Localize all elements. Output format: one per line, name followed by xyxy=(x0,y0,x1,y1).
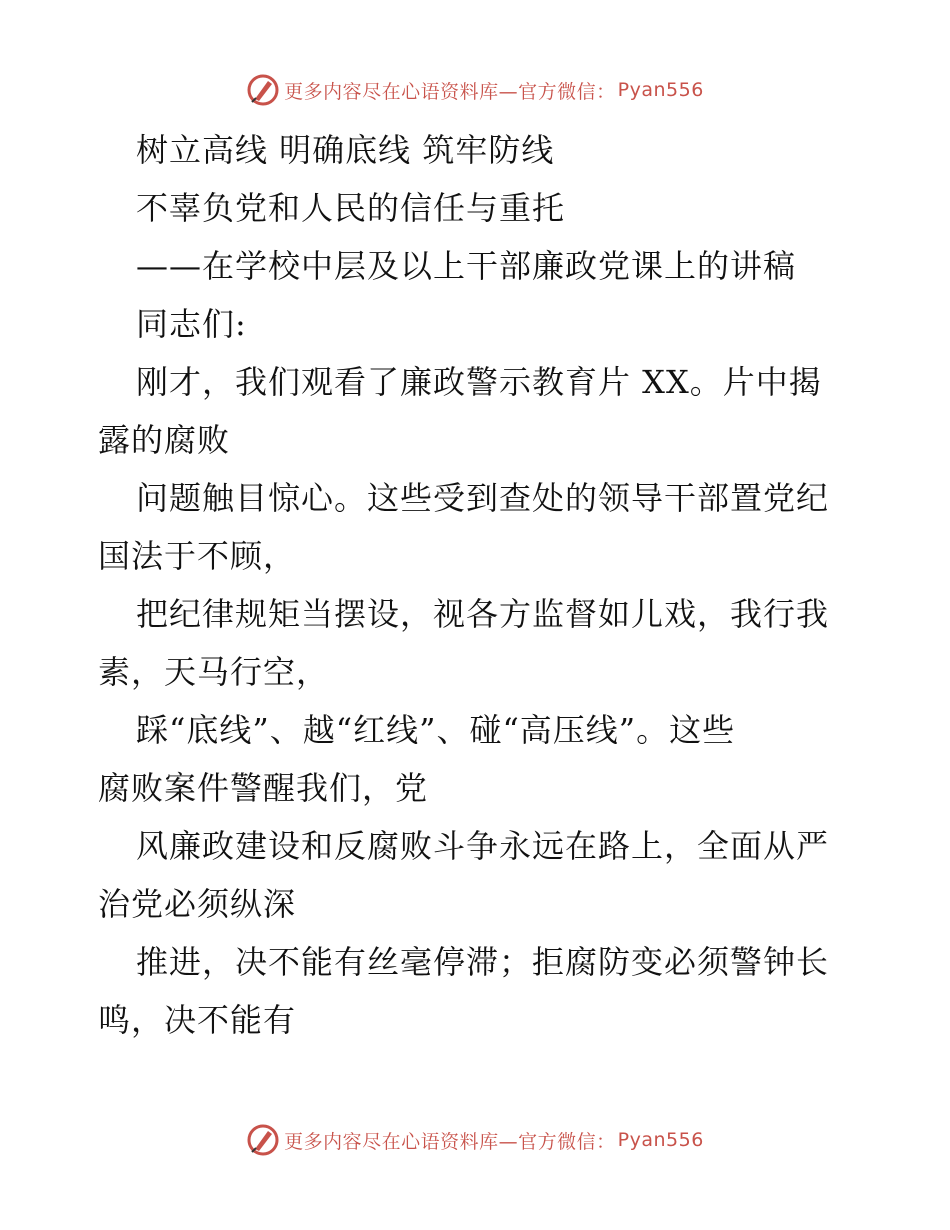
body-line: 素，天马行空， xyxy=(98,653,330,691)
document-body xyxy=(98,121,858,1049)
watermark-text: 更多内容尽在心语资料库—官方微信： xyxy=(284,80,616,103)
body-line: 刚才，我们观看了廉政警示教育片 XX。片中揭 xyxy=(136,363,822,401)
body-line: 风廉政建设和反腐败斗争永远在路上，全面从严 xyxy=(136,827,830,865)
quill-logo-icon xyxy=(246,1123,280,1157)
watermark-account: Pyan556 xyxy=(617,1129,704,1151)
title-line-1: 树立高线 明确底线 筑牢防线 xyxy=(136,131,555,169)
title-line-2: 不辜负党和人民的信任与重托 xyxy=(136,189,566,227)
body-line: 国法于不顾， xyxy=(98,537,297,575)
body-line: 腐败案件警醒我们，党 xyxy=(98,769,429,807)
body-line: 踩“底线”、越“红线”、碰“高压线”。这些 xyxy=(136,711,736,749)
header-watermark xyxy=(0,70,950,110)
subtitle-line: ——在学校中层及以上干部廉政党课上的讲稿 xyxy=(136,247,797,285)
watermark-account: Pyan556 xyxy=(617,79,704,101)
body-line: 鸣，决不能有 xyxy=(98,1001,297,1039)
body-line: 治党必须纵深 xyxy=(98,885,297,923)
body-line: 露的腐败 xyxy=(98,421,231,459)
body-line: 推进，决不能有丝毫停滞；拒腐防变必须警钟长 xyxy=(136,943,830,981)
watermark-text: 更多内容尽在心语资料库—官方微信： xyxy=(284,1130,616,1153)
footer-watermark xyxy=(0,1120,950,1160)
salutation-line: 同志们: xyxy=(136,305,247,343)
quill-logo-icon xyxy=(246,73,280,107)
body-line: 问题触目惊心。这些受到查处的领导干部置党纪 xyxy=(136,479,830,517)
body-line: 把纪律规矩当摆设，视各方监督如儿戏，我行我 xyxy=(136,595,830,633)
